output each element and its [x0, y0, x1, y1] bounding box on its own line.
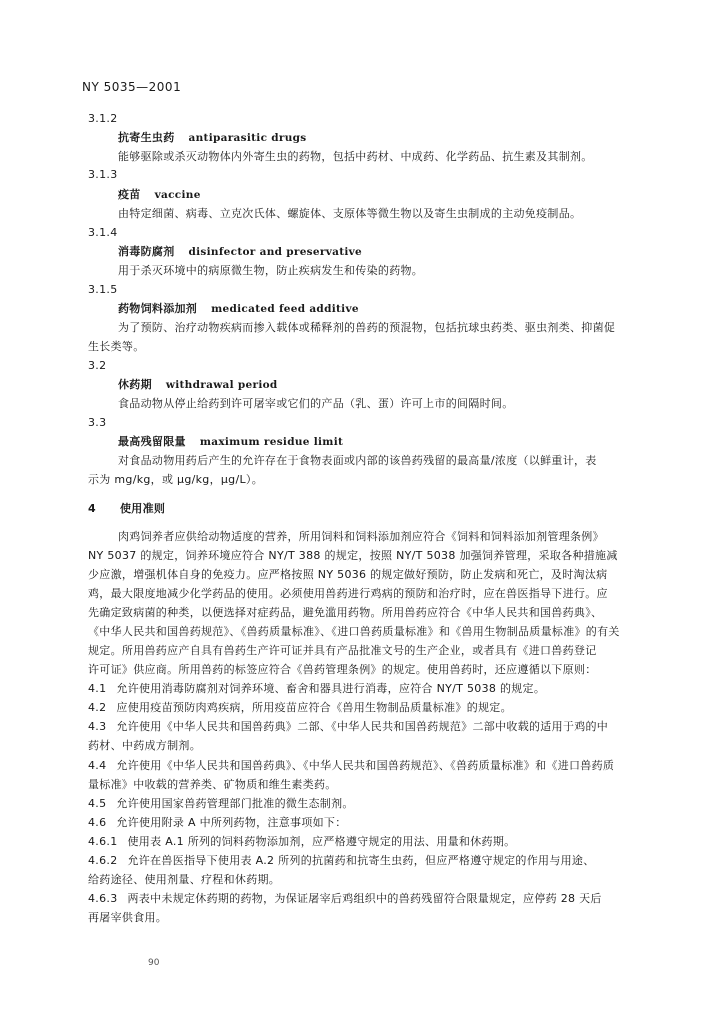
- clause-number: 3.3: [88, 416, 107, 429]
- rule-item: [88, 797, 354, 811]
- term-heading: [118, 188, 201, 202]
- rule-item: [88, 759, 614, 773]
- paragraph-line: 先确定致病菌的种类，以便选择对症药品，避免滥用药物。所用兽药应符合《中华人民共和国兽药典》、: [88, 606, 603, 619]
- rule-text: 允许使用《中华人民共和国兽药典》二部、《中华人民共和国兽药规范》二部中收载的适用于鸡的中: [116, 720, 609, 733]
- clause-number: 3.2: [88, 359, 107, 372]
- rule-item: [88, 701, 512, 715]
- clause-number: 3.1.2: [88, 112, 118, 125]
- term-en: withdrawal period: [165, 379, 278, 391]
- rule-text: 允许使用国家兽药管理部门批准的微生态制剂。: [116, 797, 354, 810]
- rule-number: 4.6.1: [88, 835, 118, 848]
- term-cn: 疫苗: [118, 188, 141, 201]
- clause-number: 3.1.5: [88, 283, 118, 296]
- rule-number: 4.3: [88, 720, 107, 733]
- definition-text: 示为 mg/kg，或 μg/kg，μg/L）。: [88, 473, 264, 486]
- section-number: 4: [88, 502, 96, 515]
- term-en: antiparasitic drugs: [188, 132, 307, 144]
- term-cn: 休药期: [118, 378, 152, 391]
- term-heading: [118, 131, 307, 145]
- term-heading: [118, 245, 362, 259]
- term-heading: [118, 302, 359, 316]
- clause-number: 3.1.3: [88, 168, 118, 181]
- rule-number: 4.6.3: [88, 892, 118, 905]
- page-number: 90: [148, 958, 160, 968]
- rule-number: 4.4: [88, 759, 107, 772]
- term-en: disinfector and preservative: [188, 246, 363, 258]
- term-heading: [118, 378, 278, 392]
- term-en: maximum residue limit: [199, 436, 344, 448]
- rule-text-continued: 再屠宰供食用。: [88, 911, 168, 924]
- definition-text: 食品动物从停止给药到许可屠宰或它们的产品（乳、蛋）许可上市的间隔时间。: [118, 397, 514, 410]
- rule-item: [88, 854, 595, 868]
- rule-number: 4.6.2: [88, 854, 118, 867]
- rule-item: [88, 835, 515, 849]
- standard-code-header: NY 5035—2001: [82, 80, 182, 94]
- paragraph-line: 鸡，最大限度地减少化学药品的使用。必须使用兽药进行鸡病的预防和治疗时，应在兽医指导下进行。应: [88, 587, 608, 600]
- definition-text: 能够驱除或杀灭动物体内外寄生虫的药物，包括中药材、中成药、化学药品、抗生素及其制剂。: [118, 150, 593, 163]
- definition-text: 生长类等。: [88, 340, 145, 353]
- rule-number: 4.6: [88, 816, 107, 829]
- clause-number: 3.1.4: [88, 226, 118, 239]
- paragraph-line: 少应激，增强机体自身的免疫力。应严格按照 NY 5036 的规定做好预防，防止发病和死亡，及时淘汰病: [88, 568, 608, 581]
- term-cn: 消毒防腐剂: [118, 245, 175, 258]
- rule-item: [88, 682, 545, 696]
- rule-text-continued: 量标准》中收载的营养类、矿物质和维生素类药。: [88, 778, 337, 791]
- rule-text: 允许在兽医指导下使用表 A.2 所列的抗菌药和抗寄生虫药，但应严格遵守规定的作用与用途、: [127, 854, 595, 867]
- rule-item: [88, 892, 602, 906]
- term-cn: 药物饲料添加剂: [118, 302, 198, 315]
- term-cn: 最高残留限量: [118, 435, 186, 448]
- paragraph-line: 《中华人民共和国兽药规范》、《兽药质量标准》、《进口兽药质量标准》和《兽用生物制品质量标准》的有关: [88, 625, 620, 638]
- rule-number: 4.2: [88, 701, 107, 714]
- section-title: 使用准则: [119, 502, 166, 515]
- definition-text: 用于杀灭环境中的病原微生物，防止疾病发生和传染的药物。: [118, 264, 424, 277]
- section-heading: [88, 502, 165, 516]
- rule-text-continued: 给药途径、使用剂量、疗程和休药期。: [88, 873, 281, 886]
- rule-number: 4.1: [88, 682, 107, 695]
- rule-number: 4.5: [88, 797, 107, 810]
- definition-text: 由特定细菌、病毒、立克次氏体、螺旋体、支原体等微生物以及寄生虫制成的主动免疫制品。: [118, 207, 582, 220]
- paragraph-line: 肉鸡饲养者应供给动物适度的营养，所用饲料和饲料添加剂应符合《饲料和饲料添加剂管理条例》: [118, 530, 604, 543]
- term-heading: [118, 435, 343, 449]
- rule-text: 允许使用《中华人民共和国兽药典》、《中华人民共和国兽药规范》、《兽药质量标准》和《进口兽药质: [116, 759, 615, 772]
- term-cn: 抗寄生虫药: [118, 131, 175, 144]
- rule-text: 使用表 A.1 所列的饲料药物添加剂，应严格遵守规定的用法、用量和休药期。: [127, 835, 516, 848]
- paragraph-line: 规定。所用兽药应产自具有兽药生产许可证并具有产品批准文号的生产企业，或者具有《进口兽药登记: [88, 644, 597, 657]
- paragraph-line: NY 5037 的规定，饲养环境应符合 NY/T 388 的规定，按照 NY/T 5038 加强饲养管理，采取各种措施减: [88, 549, 618, 562]
- term-en: medicated feed additive: [211, 303, 359, 315]
- definition-text: 为了预防、治疗动物疾病而掺入载体或稀释剂的兽药的预混物，包括抗球虫药类、驱虫剂类、抑菌促: [118, 321, 616, 334]
- definition-text: 对食品动物用药后产生的允许存在于食物表面或内部的该兽药残留的最高量/浓度（以鲜重计，表: [118, 454, 597, 467]
- rule-text: 允许使用消毒防腐剂对饲养环境、畜舍和器具进行消毒，应符合 NY/T 5038 的规定。: [116, 682, 546, 695]
- paragraph-line: 许可证》供应商。所用兽药的标签应符合《兽药管理条例》的规定。使用兽药时，还应遵循以下原则：: [88, 663, 597, 676]
- rule-text: 两表中未规定休药期的药物，为保证屠宰后鸡组织中的兽药残留符合限量规定，应停药 28 天后: [127, 892, 602, 905]
- rule-text: 允许使用附录 A 中所列药物，注意事项如下：: [116, 816, 347, 829]
- rule-item: [88, 816, 347, 830]
- rule-text-continued: 药材、中药成方制剂。: [88, 739, 201, 752]
- rule-item: [88, 720, 608, 734]
- term-en: vaccine: [154, 189, 201, 201]
- rule-text: 应使用疫苗预防肉鸡疾病，所用疫苗应符合《兽用生物制品质量标准》的规定。: [116, 701, 512, 714]
